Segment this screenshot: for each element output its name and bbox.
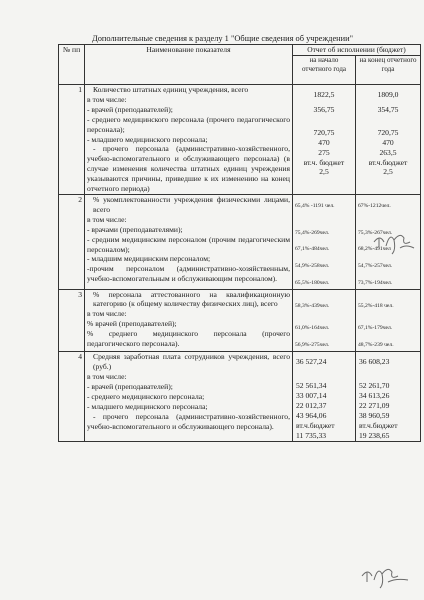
cell-start	[293, 85, 356, 195]
value: 22 271,09	[359, 400, 390, 410]
value: 65,5%-180чел.	[295, 279, 330, 286]
value: 2,5	[383, 167, 393, 177]
row-name	[85, 352, 293, 441]
value: 48,7%-239 чел.	[358, 342, 394, 349]
cell-start	[293, 194, 356, 289]
signature-mark	[370, 228, 418, 258]
name-line: - врачей (преподавателей);	[87, 104, 173, 114]
table-row-4	[59, 352, 421, 441]
value: 470	[382, 137, 394, 147]
name-line: Средняя заработная плата сотрудников учреждения, всего (руб.)	[93, 352, 290, 372]
name-line: - прочего персонала (административно-хозяйственного, учебно-вспомогательного и обслуживающего персонала) (в случае изменения количества штатных единиц учреждения указываются причины, приведшие к их изменению на конец отчетного периода)	[87, 144, 290, 194]
value: 43 964,06	[296, 410, 327, 420]
value: 54,9%-258чел.	[295, 262, 330, 269]
row-number: 1	[59, 85, 85, 195]
value: 52 561,34	[296, 381, 327, 391]
name-line: - среднего медицинского персонала (прочего педагогического персонала);	[87, 114, 290, 134]
value: 22 012,37	[296, 400, 327, 410]
value: 1822,5	[313, 90, 335, 99]
name-line: -прочим персоналом (административно-хозяйственным, учебно-вспомогательным и обслуживающим персоналом).	[87, 264, 290, 284]
row-name	[85, 85, 293, 195]
value: 36 527,24	[296, 357, 327, 367]
value: 2,5	[319, 167, 329, 177]
header-name: Наименование показателя	[85, 45, 293, 85]
cell-end	[356, 289, 421, 352]
name-line: - врачами (преподавателями);	[87, 224, 183, 234]
value: 54,7%-257чел.	[358, 262, 393, 269]
page-title: Дополнительные сведения к разделу 1 "Общие сведения об учреждении"	[92, 34, 354, 43]
cell-end	[356, 352, 421, 441]
name-line: - прочего персонала (административно-хозяйственного, учебно-вспомогательного и обслуживающего персонала).	[87, 411, 290, 431]
value: 58,3%-439чел.	[295, 302, 330, 309]
value: 61,0%-164чел.	[295, 325, 330, 332]
cell-end	[356, 85, 421, 195]
name-line: - средним медицинским персоналом (прочим педагогическим персоналом);	[87, 234, 290, 254]
row-number: 4	[59, 352, 85, 441]
value: 19 238,65	[359, 430, 390, 440]
header-col-end: на конец отчетного года	[356, 56, 421, 85]
name-line: % персонала аттестованного на квалификационную категорию (к общему количеству физических лиц), всего	[93, 289, 290, 309]
value: 356,75	[313, 104, 335, 114]
cell-start	[293, 352, 356, 441]
value: 67%-1212чел.	[358, 202, 391, 209]
name-line: - младшего медицинского персонала;	[87, 134, 208, 144]
header-report-group: Отчет об исполнении (бюджет)	[293, 45, 421, 56]
name-line: - младшего медицинского персонала;	[87, 401, 208, 411]
name-line: в том числе:	[87, 309, 127, 319]
value: 52 261,70	[359, 381, 390, 391]
row-name	[85, 194, 293, 289]
name-line: - младшим медицинским персоналом;	[87, 254, 211, 264]
header-col-start: на начало отчетного года	[293, 56, 356, 85]
value: 75,4%-269чел.	[295, 229, 330, 236]
table-row-2	[59, 194, 421, 289]
name-line: - врачей (преподавателей);	[87, 381, 173, 391]
cell-start	[293, 289, 356, 352]
name-line: Количество штатных единиц учреждения, всего	[93, 85, 249, 94]
value: 68,2%-491чел	[358, 245, 391, 252]
value: вт.ч.бюджет	[296, 420, 335, 430]
value: 75,3%-267чел.	[358, 229, 393, 236]
signature-mark	[358, 560, 412, 590]
name-line: в том числе:	[87, 94, 127, 104]
value: 67,1%-179чел.	[358, 325, 393, 332]
table-row-1	[59, 85, 421, 195]
value: вт.ч.бюджет	[368, 157, 408, 167]
value: 275	[318, 147, 330, 157]
value: 720,75	[313, 127, 335, 137]
table-row-3	[59, 289, 421, 352]
name-line: - среднего медицинского персонала;	[87, 391, 205, 401]
header-num: № пп	[59, 45, 85, 85]
value: вт.ч. бюджет	[303, 157, 345, 167]
value: вт.ч.бюджет	[359, 420, 398, 430]
value: 67,1%-484чел.	[295, 245, 330, 252]
value: 73,7%-194чел.	[358, 279, 393, 286]
row-number: 3	[59, 289, 85, 352]
value: 56,9%-275чел.	[295, 342, 330, 349]
value: 36 608,23	[359, 357, 390, 367]
value: 354,75	[377, 104, 399, 114]
name-line: в том числе:	[87, 214, 127, 224]
name-line: % врачей (преподавателей);	[87, 319, 177, 329]
value: 470	[318, 137, 330, 147]
value: 38 960,59	[359, 410, 390, 420]
value: 34 613,26	[359, 391, 390, 401]
value: 65,4% -1191 чел.	[295, 202, 335, 209]
value: 1809,0	[377, 90, 399, 99]
name-line: % среднего медицинского персонала (прочего педагогического персонала).	[87, 329, 290, 349]
value: 33 007,14	[296, 391, 327, 401]
row-number: 2	[59, 194, 85, 289]
value: 55,2%-418 чел.	[358, 302, 394, 309]
report-table	[58, 44, 421, 442]
value: 720,75	[377, 127, 399, 137]
name-line: % укомплектованности учреждения физическими лицами, всего	[93, 194, 290, 214]
value: 11 735,33	[296, 430, 327, 440]
row-name	[85, 289, 293, 352]
name-line: в том числе:	[87, 372, 127, 382]
value: 263,5	[379, 147, 397, 157]
